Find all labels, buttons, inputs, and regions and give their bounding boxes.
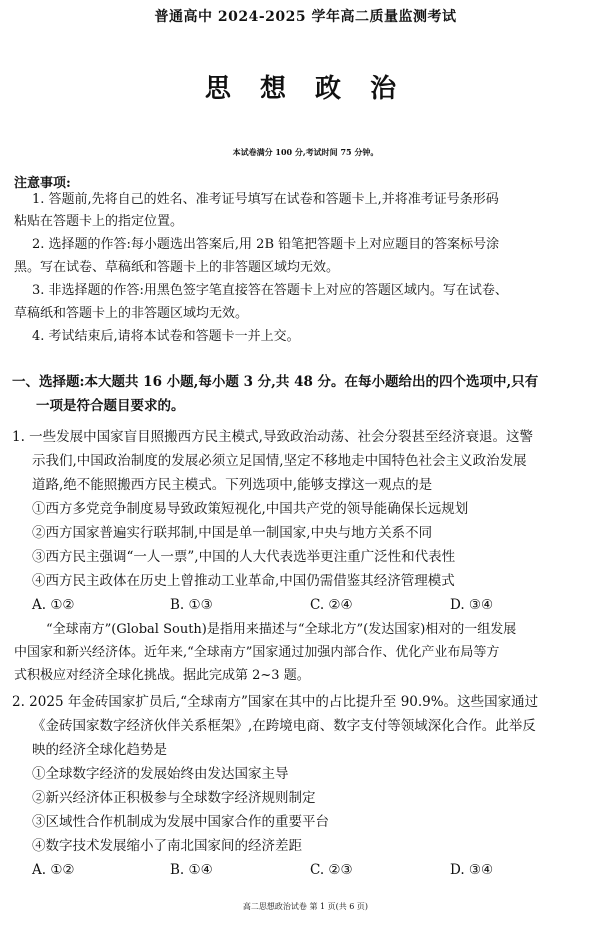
option-b: B. ①③ — [170, 597, 213, 613]
option-c: C. ②③ — [310, 862, 353, 878]
notice-line: 4. 考试结束后,请将本试卷和答题卡一并上交。 — [32, 329, 300, 344]
question-stem: 2. 2025 年金砖国家扩员后,“全球南方”国家在其中的占比提升至 90.9%。这些国家通过 — [12, 694, 539, 710]
question-stem: 道路,绝不能照搬西方民主模式。下列选项中,能够支撑这一观点的是 — [32, 477, 433, 493]
option-b: B. ①④ — [170, 862, 213, 878]
section-heading: 一、选择题:本大题共 16 小题,每小题 3 分,共 48 分。在每小题给出的四个选项中,只有 — [12, 374, 539, 390]
question-item: ④数字技术发展缩小了南北国家间的经济差距 — [32, 838, 302, 854]
material-text: 式积极应对经济全球化挑战。据此完成第 2~3 题。 — [14, 668, 310, 683]
notice-line: 2. 选择题的作答:每小题选出答案后,用 2B 铅笔把答题卡上对应题目的答案标号涂 — [32, 237, 500, 252]
option-d: D. ③④ — [450, 862, 494, 878]
answer-options — [32, 862, 592, 880]
notice-line: 3. 非选择题的作答:用黑色签字笔直接答在答题卡上对应的答题区域内。写在试卷、 — [32, 283, 508, 298]
subject-title: 思 想 政 治 — [204, 74, 407, 104]
option-c: C. ②④ — [310, 597, 353, 613]
question-item: ①全球数字经济的发展始终由发达国家主导 — [32, 766, 289, 782]
score-info: 本试卷满分 100 分,考试时间 75 分钟。 — [232, 147, 379, 157]
question-item: ②西方国家普遍实行联邦制,中国是单一制国家,中央与地方关系不同 — [32, 525, 433, 541]
section-heading: 一项是符合题目要求的。 — [36, 398, 185, 414]
material-text: 中国家和新兴经济体。近年来,“全球南方”国家通过加强内部合作、优化产业布局等方 — [14, 645, 500, 660]
question-stem: 1. 一些发展中国家盲目照搬西方民主模式,导致政治动荡、社会分裂甚至经济衰退。这警 — [12, 429, 533, 445]
question-stem: 示我们,中国政治制度的发展必须立足国情,坚定不移地走中国特色社会主义政治发展 — [32, 453, 527, 469]
notice-line: 黑。写在试卷、草稿纸和答题卡上的非答题区域均无效。 — [14, 260, 340, 275]
answer-options — [32, 597, 592, 615]
notice-line: 1. 答题前,先将自己的姓名、准考证号填写在试卷和答题卡上,并将准考证号条形码 — [32, 192, 499, 207]
question-item: ③区域性合作机制成为发展中国家合作的重要平台 — [32, 814, 329, 830]
page-footer: 高二思想政治试卷 第 1 页(共 6 页) — [242, 902, 369, 911]
notice-line: 草稿纸和答题卡上的非答题区域均无效。 — [14, 306, 249, 321]
option-d: D. ③④ — [450, 597, 494, 613]
question-item: ②新兴经济体正积极参与全球数字经济规则制定 — [32, 790, 316, 806]
question-stem: 映的经济全球化趋势是 — [32, 742, 167, 758]
notice-title: 注意事项: — [14, 176, 71, 191]
question-item: ①西方多党竞争制度易导致政策短视化,中国共产党的领导能确保长远规划 — [32, 501, 469, 517]
material-text: “全球南方”(Global South)是指用来描述与“全球北方”(发达国家)相对的一组发展 — [46, 622, 517, 637]
question-item: ④西方民主政体在历史上曾推动工业革命,中国仍需借鉴其经济管理模式 — [32, 573, 455, 589]
question-item: ③西方民主强调“一人一票”,中国的人大代表选举更注重广泛性和代表性 — [32, 549, 456, 565]
notice-line: 粘贴在答题卡上的指定位置。 — [14, 214, 184, 229]
option-a: A. ①② — [32, 597, 75, 613]
option-a: A. ①② — [32, 862, 75, 878]
exam-title: 普通高中 2024-2025 学年高二质量监测考试 — [154, 9, 457, 25]
question-stem: 《金砖国家数字经济伙伴关系框架》,在跨境电商、数字支付等领域深化合作。此举反 — [32, 718, 536, 734]
